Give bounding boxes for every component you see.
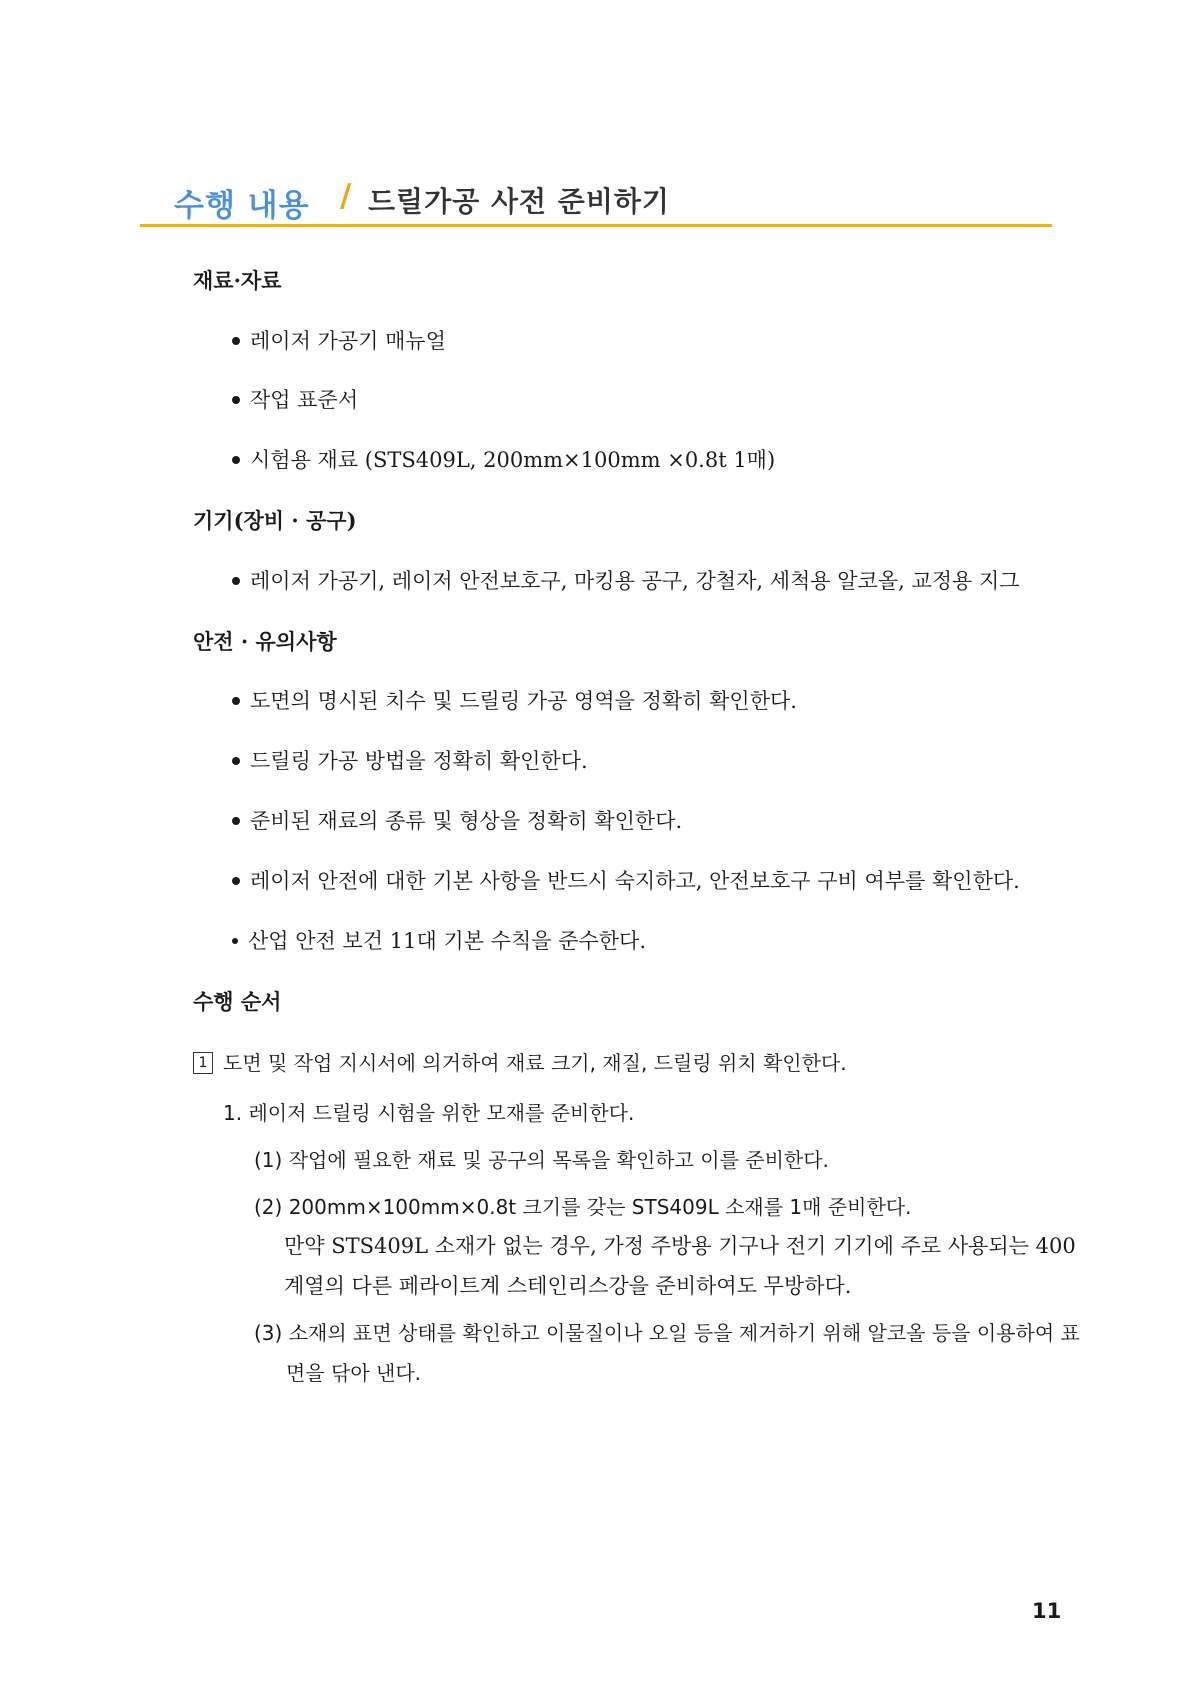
bullet-icon bbox=[232, 817, 240, 825]
procedure-heading: 수행 순서 bbox=[193, 989, 282, 1014]
procedure-item: (1) 작업에 필요한 재료 및 공구의 목록을 확인하고 이를 준비한다. bbox=[254, 1148, 829, 1172]
materials-item: 작업 표준서 bbox=[232, 384, 358, 414]
safety-item: 준비된 재료의 종류 및 형상을 정확히 확인한다. bbox=[232, 805, 682, 835]
safety-item: 산업 안전 보건 11대 기본 수칙을 준수한다. bbox=[232, 925, 646, 955]
bullet-icon bbox=[232, 757, 240, 765]
header-rule bbox=[140, 224, 1052, 227]
bullet-icon bbox=[232, 577, 240, 585]
procedure-item-continued: 면을 닦아 낸다. bbox=[286, 1361, 421, 1385]
safety-item: 드릴링 가공 방법을 정확히 확인한다. bbox=[232, 745, 588, 775]
materials-heading: 재료·자료 bbox=[193, 268, 282, 293]
bullet-icon bbox=[232, 396, 240, 404]
equipment-heading: 기기(장비 · 공구) bbox=[193, 508, 357, 533]
page-number: 11 bbox=[1032, 1599, 1062, 1623]
bullet-icon bbox=[232, 456, 240, 464]
procedure-sub-step: 1. 레이저 드릴링 시험을 위한 모재를 준비한다. bbox=[223, 1101, 635, 1125]
page-title: 드릴가공 사전 준비하기 bbox=[368, 185, 670, 218]
page-header bbox=[140, 176, 1052, 232]
safety-item: 도면의 명시된 치수 및 드릴링 가공 영역을 정확히 확인한다. bbox=[232, 685, 797, 715]
materials-item: 시험용 재료 (STS409L, 200mm×100mm ×0.8t 1매) bbox=[232, 444, 775, 474]
section-label: 수행 내용 bbox=[174, 188, 310, 224]
bullet-icon bbox=[232, 337, 240, 345]
procedure-item: (3) 소재의 표면 상태를 확인하고 이물질이나 오일 등을 제거하기 위해 알코올 등을 이용하여 표 bbox=[254, 1321, 1080, 1345]
materials-item: 레이저 가공기 매뉴얼 bbox=[232, 325, 446, 355]
procedure-item: (2) 200mm×100mm×0.8t 크기를 갖는 STS409L 소재를 1매 준비한다. bbox=[254, 1195, 912, 1219]
safety-heading: 안전 · 유의사항 bbox=[193, 629, 337, 654]
bullet-icon bbox=[232, 877, 240, 885]
procedure-step: 1 도면 및 작업 지시서에 의거하여 재료 크기, 재질, 드릴링 위치 확인한다. bbox=[193, 1047, 847, 1076]
bullet-icon bbox=[232, 697, 240, 705]
bullet-icon bbox=[232, 938, 238, 944]
safety-item: 레이저 안전에 대한 기본 사항을 반드시 숙지하고, 안전보호구 구비 여부를 확인한다. bbox=[232, 865, 1020, 895]
step-number-box: 1 bbox=[193, 1052, 213, 1074]
procedure-note-line: 계열의 다른 페라이트계 스테인리스강을 준비하여도 무방하다. bbox=[284, 1274, 852, 1298]
header-slash: / bbox=[340, 178, 352, 214]
equipment-item: 레이저 가공기, 레이저 안전보호구, 마킹용 공구, 강철자, 세척용 알코올, 교정용 지그 bbox=[232, 565, 1020, 595]
procedure-note-line: 만약 STS409L 소재가 없는 경우, 가정 주방용 기구나 전기 기기에 주로 사용되는 400 bbox=[284, 1234, 1076, 1258]
